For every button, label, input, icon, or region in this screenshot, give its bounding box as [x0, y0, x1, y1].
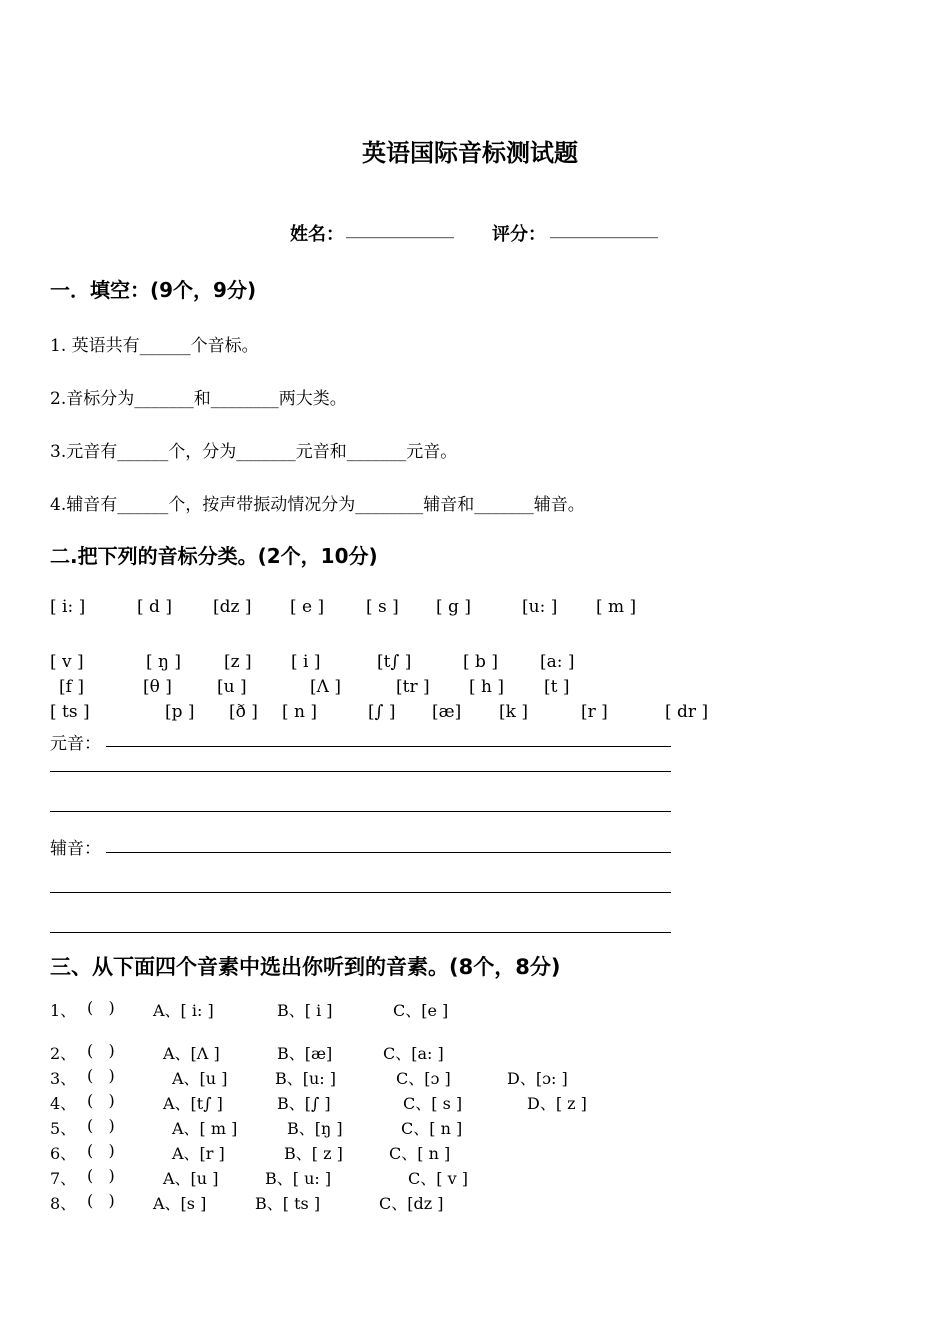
phoneme: [p ]	[165, 702, 195, 722]
option-a: A、[r ]	[172, 1144, 225, 1163]
consonant-answer-line[interactable]	[106, 852, 671, 853]
phoneme: [ dr ]	[665, 702, 709, 722]
question-2: 2.音标分为_______和________两大类。	[50, 389, 347, 409]
answer-paren[interactable]: ( )	[87, 1116, 115, 1135]
answer-paren[interactable]: ( )	[87, 1166, 115, 1185]
option-c: C、[dz ]	[379, 1194, 444, 1213]
option-c: C、[ɔ ]	[396, 1069, 451, 1088]
item-number: 5、	[50, 1119, 77, 1138]
item-number: 2、	[50, 1044, 77, 1063]
option-b: B、[u: ]	[275, 1069, 337, 1088]
phoneme: [ b ]	[463, 652, 498, 672]
item-number: 6、	[50, 1144, 77, 1163]
score-blank[interactable]: ____________	[550, 218, 658, 239]
question-4: 4.辅音有______个，按声带振动情况分为________辅音和_______辅音。	[50, 495, 585, 515]
answer-paren[interactable]: ( )	[87, 1191, 115, 1210]
question-1: 1. 英语共有______个音标。	[50, 336, 259, 356]
question-3: 3.元音有______个，分为_______元音和_______元音。	[50, 442, 458, 462]
phoneme: [tr ]	[396, 677, 430, 697]
option-b: B、[ u: ]	[265, 1169, 332, 1188]
phoneme: [ h ]	[469, 677, 505, 697]
option-b: B、[æ]	[277, 1044, 333, 1063]
phoneme: [f ]	[59, 677, 84, 697]
section2-heading: 二.把下列的音标分类。(2个，10分)	[50, 544, 378, 568]
phoneme: [ e ]	[290, 597, 325, 617]
section1-heading: 一．填空：(9个，9分)	[50, 278, 257, 302]
phoneme: [r ]	[581, 702, 608, 722]
option-a: A、[u ]	[172, 1069, 228, 1088]
item-number: 3、	[50, 1069, 77, 1088]
option-d: D、[ z ]	[527, 1094, 587, 1113]
option-a: A、[ i: ]	[153, 1001, 214, 1020]
phoneme: [ð ]	[229, 702, 258, 722]
phoneme: [ i ]	[291, 652, 321, 672]
vowel-label: 元音：	[50, 734, 101, 754]
section3-heading: 三、从下面四个音素中选出你听到的音素。(8个，8分)	[50, 955, 561, 979]
phoneme: [u: ]	[522, 597, 558, 617]
option-c: C、[a: ]	[383, 1044, 444, 1063]
phoneme: [∫ ]	[368, 702, 396, 722]
option-d: D、[ɔ: ]	[507, 1069, 568, 1088]
option-a: A、[t∫ ]	[163, 1094, 223, 1113]
phoneme: [t∫ ]	[377, 652, 412, 672]
phoneme: [k ]	[499, 702, 528, 722]
phoneme: [ d ]	[137, 597, 172, 617]
item-number: 7、	[50, 1169, 77, 1188]
vowel-answer-line[interactable]	[106, 746, 671, 747]
phoneme: [z ]	[224, 652, 252, 672]
consonant-answer-line[interactable]	[50, 892, 671, 893]
option-a: A、[Λ ]	[163, 1044, 220, 1063]
option-c: C、[e ]	[393, 1001, 449, 1020]
option-c: C、[ n ]	[401, 1119, 463, 1138]
answer-paren[interactable]: ( )	[87, 998, 115, 1017]
phoneme: [ s ]	[366, 597, 399, 617]
phoneme: [Λ ]	[310, 677, 341, 697]
option-b: B、[ i ]	[277, 1001, 333, 1020]
item-number: 4、	[50, 1094, 77, 1113]
phoneme: [dz ]	[213, 597, 252, 617]
option-a: A、[ m ]	[172, 1119, 238, 1138]
phoneme: [ ts ]	[50, 702, 90, 722]
option-c: C、[ n ]	[389, 1144, 451, 1163]
option-b: B、[∫ ]	[277, 1094, 331, 1113]
phoneme: [u ]	[217, 677, 247, 697]
answer-paren[interactable]: ( )	[87, 1041, 115, 1060]
score-label: 评分：	[492, 224, 546, 245]
vowel-answer-line[interactable]	[50, 771, 671, 772]
consonant-answer-line[interactable]	[50, 932, 671, 933]
phoneme: [ m ]	[596, 597, 637, 617]
answer-paren[interactable]: ( )	[87, 1066, 115, 1085]
name-label: 姓名：	[290, 224, 344, 245]
item-number: 8、	[50, 1194, 77, 1213]
option-b: B、[ŋ ]	[287, 1119, 343, 1138]
answer-paren[interactable]: ( )	[87, 1091, 115, 1110]
name-blank[interactable]: ____________	[346, 218, 454, 239]
phoneme: [ i: ]	[50, 597, 86, 617]
phoneme: [a: ]	[540, 652, 575, 672]
option-a: A、[u ]	[163, 1169, 219, 1188]
phoneme: [æ]	[432, 702, 462, 722]
phoneme: [θ ]	[143, 677, 172, 697]
option-c: C、[ s ]	[403, 1094, 463, 1113]
phoneme: [t ]	[544, 677, 570, 697]
option-b: B、[ ts ]	[255, 1194, 321, 1213]
page-title: 英语国际音标测试题	[362, 139, 578, 167]
phoneme: [ ŋ ]	[146, 652, 182, 672]
phoneme: [ g ]	[436, 597, 471, 617]
option-a: A、[s ]	[153, 1194, 207, 1213]
phoneme: [ v ]	[50, 652, 84, 672]
phoneme: [ n ]	[282, 702, 318, 722]
item-number: 1、	[50, 1001, 77, 1020]
option-c: C、[ v ]	[408, 1169, 468, 1188]
vowel-answer-line[interactable]	[50, 811, 671, 812]
answer-paren[interactable]: ( )	[87, 1141, 115, 1160]
consonant-label: 辅音：	[50, 839, 101, 859]
option-b: B、[ z ]	[284, 1144, 343, 1163]
